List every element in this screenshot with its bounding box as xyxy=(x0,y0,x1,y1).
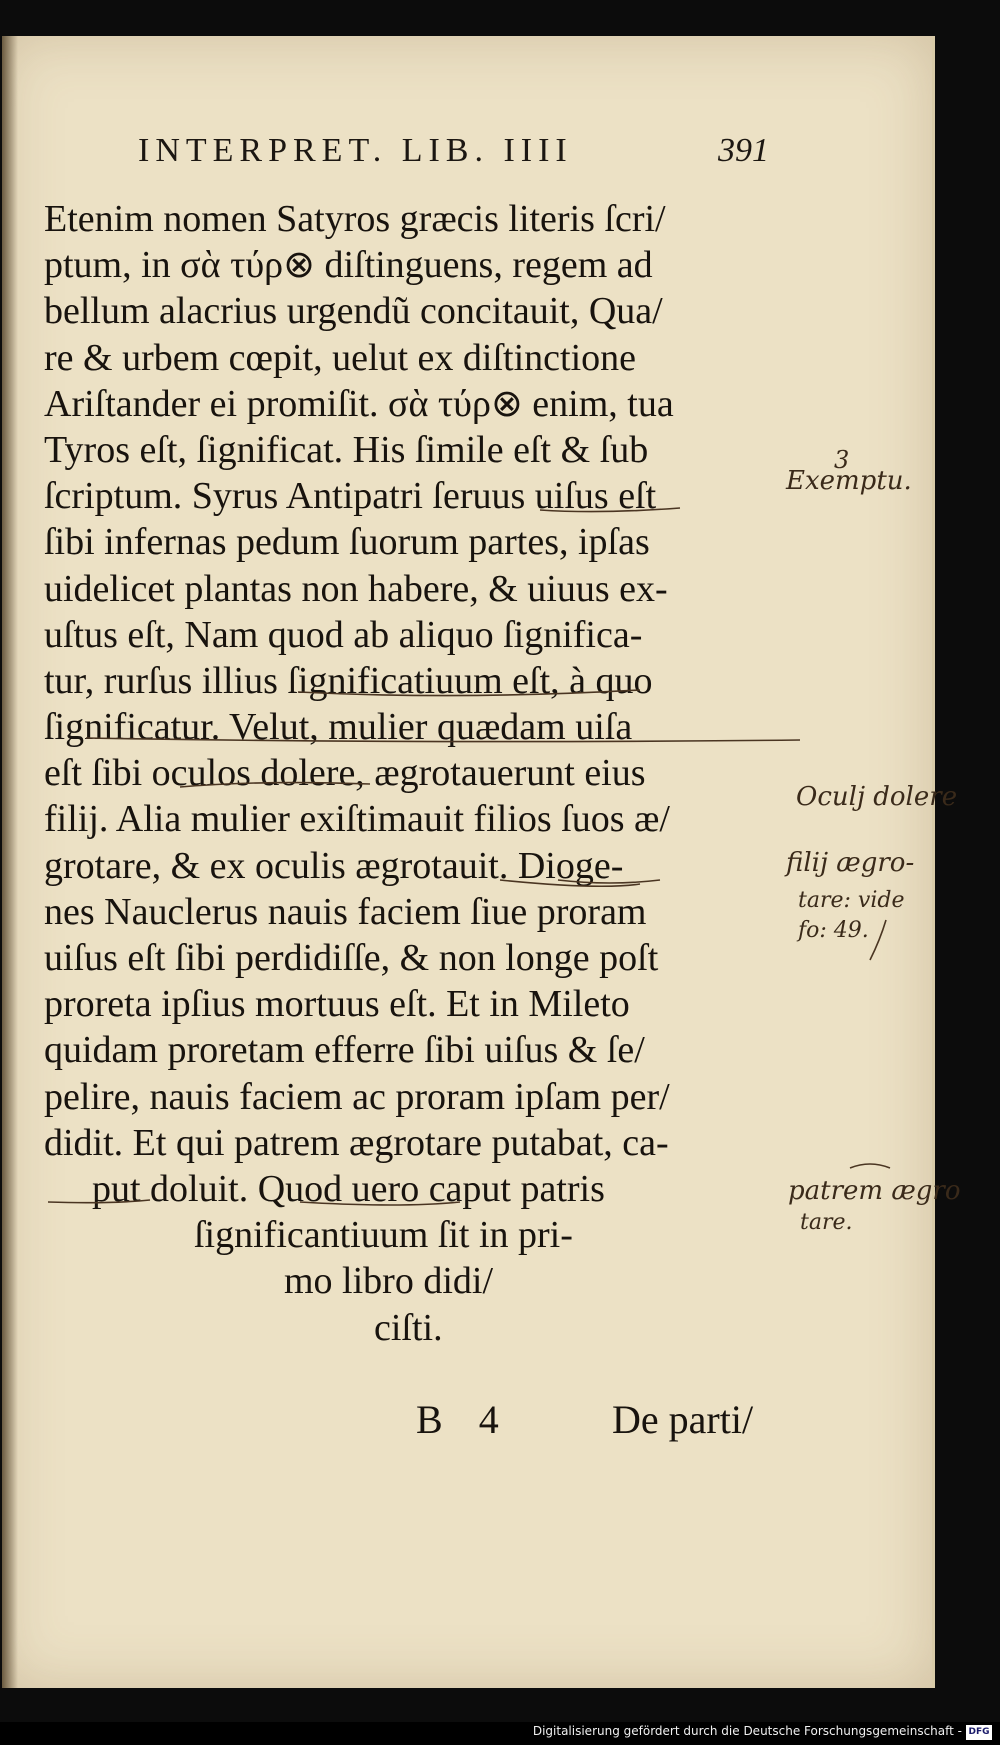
text-line: re & urbem cœpit, uelut ex diſtinctione xyxy=(44,336,637,379)
signature-number: 4 xyxy=(478,1397,501,1442)
text-line: uſtus eſt, Nam quod ab aliquo ſignifica- xyxy=(44,613,643,656)
underline-mark xyxy=(540,508,680,512)
marginal-note: filij ægro- xyxy=(786,848,915,878)
text-line: nes Nauclerus nauis faciem ſiue proram xyxy=(44,890,647,933)
text-line: bellum alacrius urgendũ concitauit, Qua/ xyxy=(44,290,663,333)
marginal-note: patrem ægro xyxy=(788,1176,961,1206)
marginal-note: tare: vide xyxy=(798,888,905,913)
signature-letter: B xyxy=(416,1397,445,1442)
marginal-note: 3 xyxy=(834,446,850,474)
tail-line: put doluit. Quod uero caput patris xyxy=(92,1167,605,1210)
catchword: De parti/ xyxy=(612,1397,754,1442)
marginal-note: tare. xyxy=(800,1210,853,1235)
text-line: didit. Et qui patrem ægrotare putabat, ca- xyxy=(44,1121,669,1164)
footer-credit: Digitalisierung gefördert durch die Deutsche Forschungsgemeinschaft - xyxy=(532,1724,962,1738)
digitization-footer xyxy=(0,1722,1000,1745)
text-line: quidam proretam efferre ſibi uiſus & ſe/ xyxy=(44,1029,645,1072)
text-line: ptum, in σὰ τύρ⊗ diſtinguens, regem ad xyxy=(44,244,653,287)
tail-line: mo libro didi/ xyxy=(284,1260,493,1303)
bracket-mark xyxy=(870,920,886,960)
dfg-logo: DFG xyxy=(966,1725,992,1740)
underline-mark xyxy=(180,783,370,787)
text-line: ſcriptum. Syrus Antipatri ſeruus uiſus eſt xyxy=(44,475,657,518)
bracket-mark xyxy=(850,1164,890,1168)
running-head: INTERPRET. LIB. IIII xyxy=(138,132,573,169)
text-line: Etenim nomen Satyros græcis literis ſcri/ xyxy=(44,198,666,240)
marginal-note: Oculj dolere xyxy=(796,782,958,812)
text-line: proreta ipſius mortuus eſt. Et in Mileto xyxy=(44,983,630,1026)
text-line: eſt ſibi oculos dolere, ægrotauerunt eius xyxy=(44,752,646,795)
text-line: pelire, nauis faciem ac proram ipſam per/ xyxy=(44,1075,670,1118)
text-line: ſignificatur. Velut, mulier quædam uiſa xyxy=(44,706,633,749)
underline-mark xyxy=(300,1202,460,1205)
text-line: ſibi infernas pedum ſuorum partes, ipſas xyxy=(44,521,650,564)
marginal-note: Exemptu. xyxy=(786,466,912,496)
tail-line: ſignificantiuum ſit in pri- xyxy=(194,1214,573,1257)
marginal-note: fo: 49. xyxy=(798,918,869,943)
page-number: 391 xyxy=(718,132,769,169)
text-line: uidelicet plantas non habere, & uiuus ex- xyxy=(44,567,668,610)
text-line: Ariſtander ei promiſit. σὰ τύρ⊗ enim, tua xyxy=(44,382,674,425)
text-line: filij. Alia mulier exiſtimauit filios ſuos æ/ xyxy=(44,798,670,841)
text-line: uiſus eſt ſibi perdidiſſe, & non longe poſt xyxy=(44,937,659,979)
underline-mark xyxy=(86,738,800,742)
tail-line: ciſti. xyxy=(374,1306,443,1349)
text-line: Tyros eſt, ſignificat. His ſimile eſt & ſub xyxy=(44,428,649,471)
text-line: tur, rurſus illius ſignificatiuum eſt, à quo xyxy=(44,659,653,702)
text-line: grotare, & ex oculis ægrotauit. Dioge- xyxy=(44,844,624,887)
underline-mark xyxy=(298,690,640,696)
underline-mark xyxy=(48,1200,150,1203)
underline-mark xyxy=(558,880,660,883)
